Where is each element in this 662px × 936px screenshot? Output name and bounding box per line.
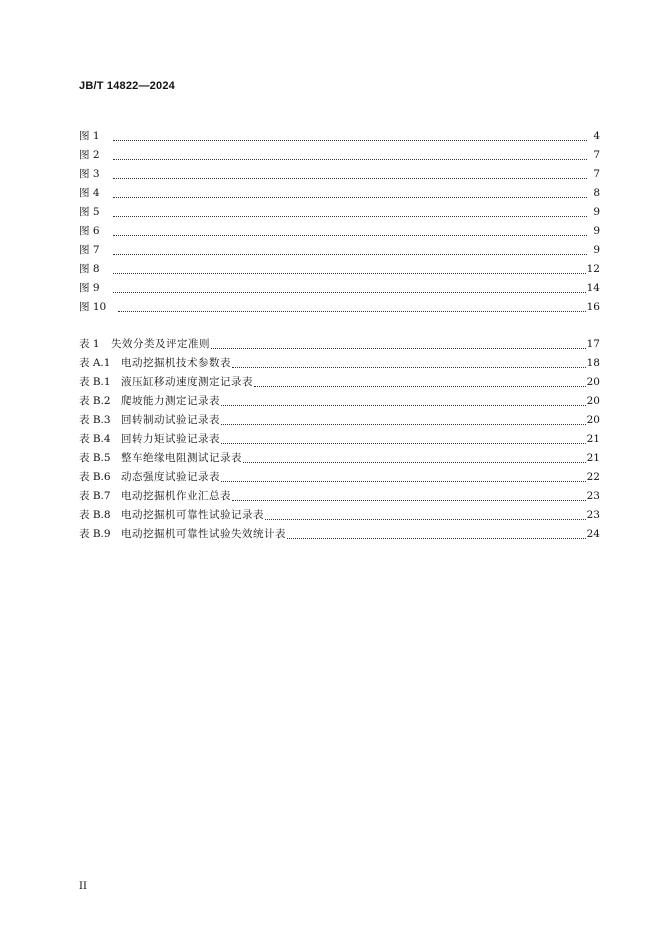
toc-row-table-b5[interactable]: [79, 449, 600, 468]
toc-label: 表 B.3: [79, 414, 111, 426]
toc-label: 表 B.7: [79, 490, 111, 502]
toc-page-number: 9: [593, 225, 600, 237]
toc-row-figure-4[interactable]: [79, 184, 600, 203]
dot-leader: [243, 453, 586, 465]
dot-leader: [113, 264, 586, 276]
toc-label: 表 A.1: [79, 357, 111, 369]
toc-page-number: 24: [586, 528, 600, 540]
dot-leader: [221, 434, 586, 446]
toc-page-number: 21: [586, 452, 600, 464]
toc-title: 电动挖掘机技术参数表: [121, 357, 231, 369]
dot-leader: [113, 245, 587, 257]
toc-page-number: 12: [586, 263, 600, 275]
dot-leader: [254, 377, 586, 389]
dot-leader: [211, 339, 586, 351]
toc-label: 表 B.8: [79, 509, 111, 521]
toc-title: 回转制动试验记录表: [121, 414, 220, 426]
toc-row-figure-5[interactable]: [79, 203, 600, 222]
toc-page-number: 14: [586, 282, 600, 294]
toc-row-table-b6[interactable]: [79, 468, 600, 487]
toc-page-number: 23: [586, 490, 600, 502]
toc-label: 图 5: [79, 206, 100, 218]
toc-label: 表 B.6: [79, 471, 111, 483]
toc-label: 图 8: [79, 263, 100, 275]
toc-label: 表 B.9: [79, 528, 111, 540]
figure-list: [79, 127, 600, 317]
dot-leader: [113, 207, 587, 219]
toc-page-number: 7: [593, 168, 600, 180]
dot-leader: [113, 226, 587, 238]
toc-row-table-b1[interactable]: [79, 373, 600, 392]
toc-page-number: 9: [593, 244, 600, 256]
toc-label: 图 3: [79, 168, 100, 180]
toc-row-figure-3[interactable]: [79, 165, 600, 184]
toc-page-number: 7: [593, 149, 600, 161]
toc-row-table-b8[interactable]: [79, 506, 600, 525]
dot-leader: [113, 188, 587, 200]
toc-row-figure-7[interactable]: [79, 241, 600, 260]
toc-page-number: 22: [586, 471, 600, 483]
dot-leader: [265, 510, 586, 522]
toc-label: 图 9: [79, 282, 100, 294]
dot-leader: [118, 302, 586, 314]
toc-label: 图 10: [79, 301, 107, 313]
toc-page-number: 8: [593, 187, 600, 199]
dot-leader: [221, 396, 586, 408]
toc-row-figure-8[interactable]: [79, 260, 600, 279]
toc-page-number: 18: [586, 357, 600, 369]
toc-row-figure-10[interactable]: [79, 298, 600, 317]
toc-row-table-1[interactable]: [79, 335, 600, 354]
page-number: II: [79, 881, 87, 892]
toc-page-number: 20: [586, 376, 600, 388]
toc-page-number: 16: [586, 301, 600, 313]
toc-page-number: 20: [586, 414, 600, 426]
toc-page-number: 4: [593, 130, 600, 142]
toc-row-table-a1[interactable]: [79, 354, 600, 373]
toc-title: 电动挖掘机可靠性试验记录表: [121, 509, 264, 521]
toc-page-number: 20: [586, 395, 600, 407]
dot-leader: [287, 529, 586, 541]
toc-page-number: 23: [586, 509, 600, 521]
toc-row-table-b9[interactable]: [79, 525, 600, 544]
toc-label: 表 1: [79, 338, 100, 350]
toc-row-table-b4[interactable]: [79, 430, 600, 449]
dot-leader: [113, 283, 586, 295]
toc-row-figure-2[interactable]: [79, 146, 600, 165]
toc-label: 表 B.2: [79, 395, 111, 407]
toc-label: 图 1: [79, 130, 100, 142]
dot-leader: [113, 169, 587, 181]
toc-row-figure-1[interactable]: [79, 127, 600, 146]
dot-leader: [232, 491, 586, 503]
toc-title: 爬坡能力测定记录表: [121, 395, 220, 407]
dot-leader: [113, 131, 587, 143]
document-code: JB/T 14822—2024: [79, 80, 175, 92]
table-list: [79, 335, 600, 544]
dot-leader: [113, 150, 587, 162]
toc-title: 整车绝缘电阻测试记录表: [121, 452, 242, 464]
toc-row-figure-9[interactable]: [79, 279, 600, 298]
toc-label: 表 B.4: [79, 433, 111, 445]
toc-title: 动态强度试验记录表: [121, 471, 220, 483]
toc-title: 回转力矩试验记录表: [121, 433, 220, 445]
toc-title: 电动挖掘机可靠性试验失效统计表: [121, 528, 286, 540]
toc-row-table-b2[interactable]: [79, 392, 600, 411]
toc-title: 失效分类及评定准则: [111, 338, 210, 350]
dot-leader: [232, 358, 586, 370]
toc-label: 表 B.5: [79, 452, 111, 464]
toc-label: 图 6: [79, 225, 100, 237]
toc-row-figure-6[interactable]: [79, 222, 600, 241]
toc-page-number: 9: [593, 206, 600, 218]
toc-title: 电动挖掘机作业汇总表: [121, 490, 231, 502]
toc-title: 液压缸移动速度测定记录表: [121, 376, 253, 388]
toc-label: 图 2: [79, 149, 100, 161]
toc-label: 图 7: [79, 244, 100, 256]
toc-label: 图 4: [79, 187, 100, 199]
toc-row-table-b3[interactable]: [79, 411, 600, 430]
dot-leader: [221, 472, 586, 484]
toc-page-number: 17: [586, 338, 600, 350]
toc-page-number: 21: [586, 433, 600, 445]
toc-label: 表 B.1: [79, 376, 111, 388]
toc-row-table-b7[interactable]: [79, 487, 600, 506]
dot-leader: [221, 415, 586, 427]
